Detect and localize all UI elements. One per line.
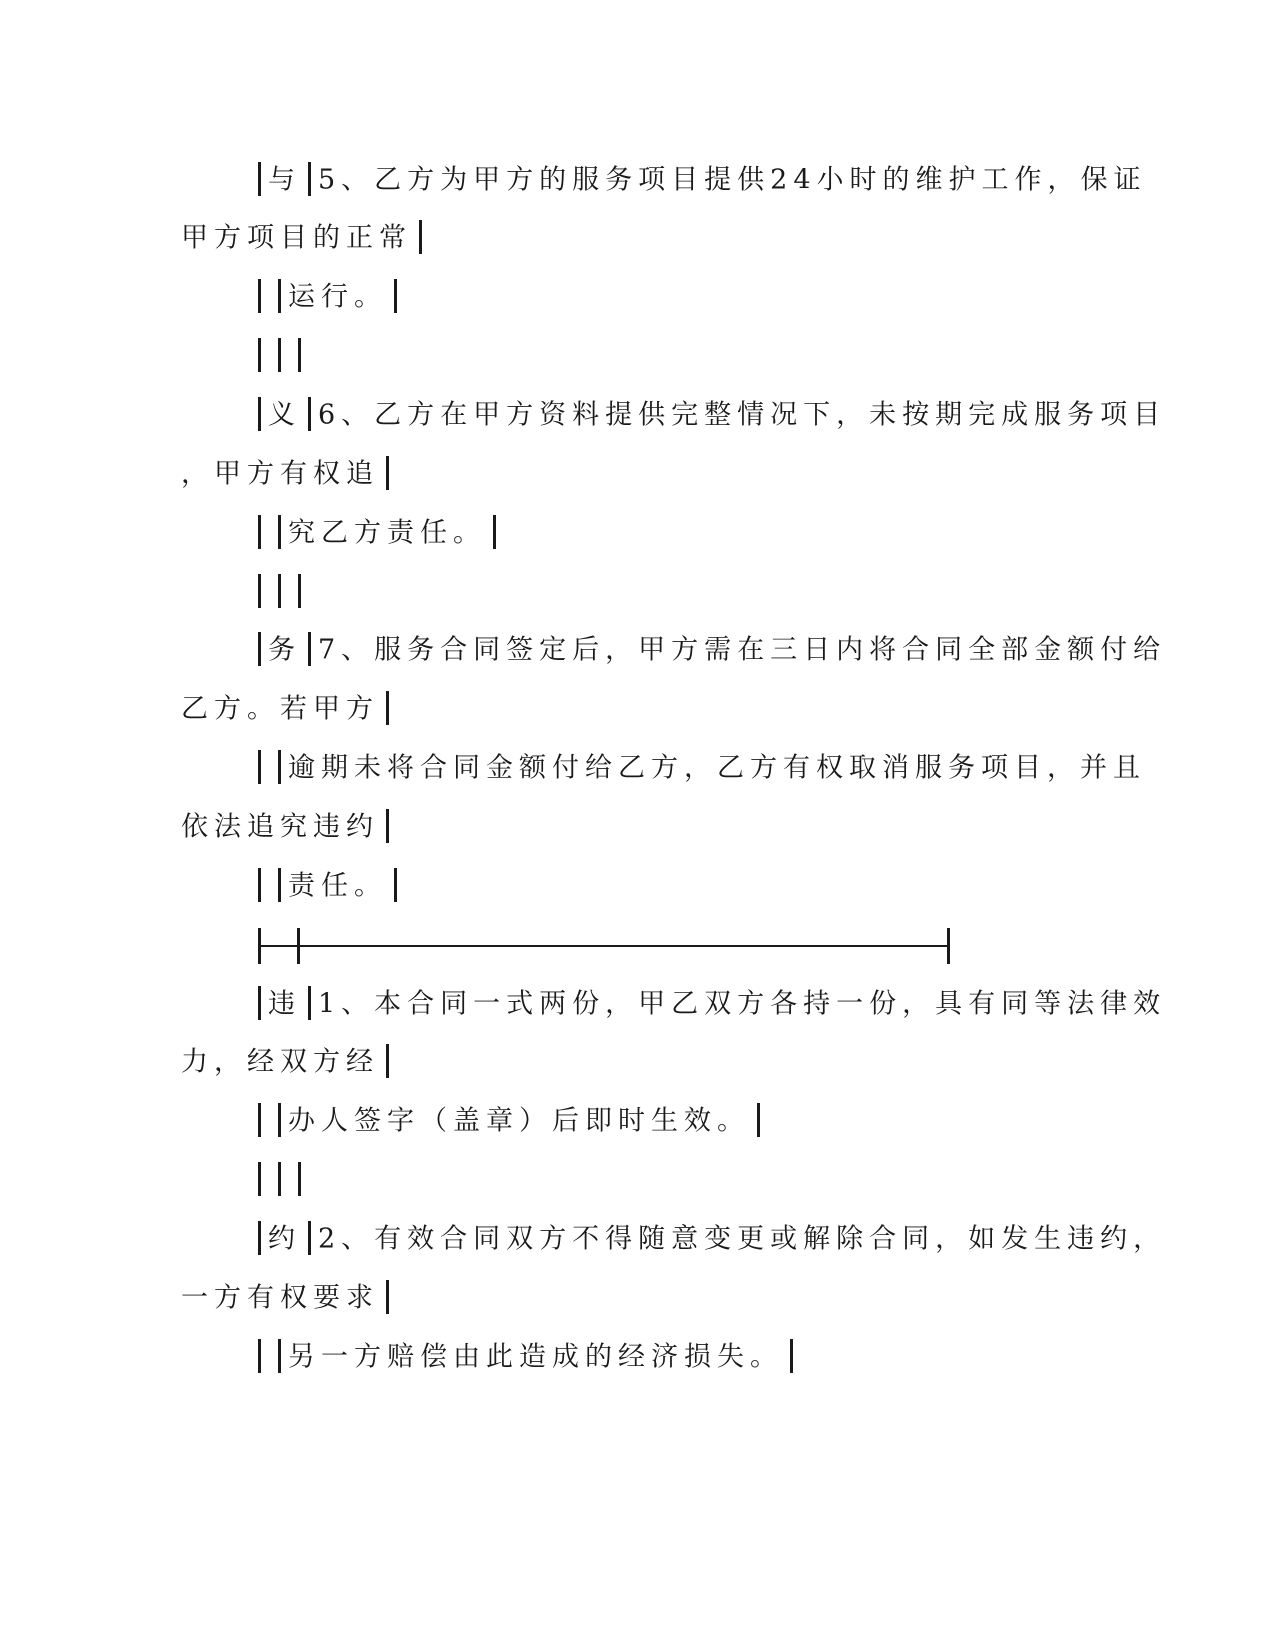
table-border (278, 338, 281, 372)
table-border (308, 632, 311, 666)
table-border (278, 750, 281, 784)
clause-text: 甲方项目的正常 (181, 222, 412, 254)
column-label: 务 (268, 634, 301, 666)
clause-text: ，甲方有权追 (181, 458, 379, 490)
table-border (308, 397, 311, 431)
table-border (258, 750, 261, 784)
table-row (181, 452, 396, 496)
table-row (181, 687, 396, 731)
table-border (790, 1339, 793, 1373)
column-label: 约 (268, 1223, 301, 1255)
table-border (258, 1103, 261, 1137)
table-border (258, 515, 261, 549)
table-row (181, 1276, 396, 1320)
table-border (258, 574, 261, 608)
table-border (386, 1280, 389, 1314)
table-row (181, 1040, 396, 1084)
table-border (278, 279, 281, 313)
column-label: 义 (268, 399, 301, 431)
table-row (258, 1217, 1166, 1261)
table-border (278, 515, 281, 549)
table-row (258, 334, 308, 378)
table-border (386, 809, 389, 843)
table-row (258, 275, 404, 319)
table-border (419, 220, 422, 254)
clause-text: 一方有权要求 (181, 1282, 379, 1314)
clause-text: 依法追究违约 (181, 811, 379, 843)
table-border (394, 279, 397, 313)
clause-text: 2、有效合同双方不得随意变更或解除合同，如发生违约， (318, 1223, 1167, 1255)
divider-tick (947, 928, 950, 964)
clause-text: 5、乙方为甲方的服务项目提供24小时的维护工作，保证 (318, 164, 1147, 196)
table-border (258, 1221, 261, 1255)
table-row (258, 511, 503, 555)
table-row (181, 216, 429, 260)
column-label: 违 (268, 988, 301, 1020)
table-border (308, 986, 311, 1020)
table-border (258, 162, 261, 196)
table-border (278, 868, 281, 902)
table-border (258, 986, 261, 1020)
table-row (258, 393, 1166, 437)
table-border (258, 1162, 261, 1196)
table-row (258, 746, 1146, 790)
table-border (258, 1339, 261, 1373)
table-row (258, 1099, 767, 1143)
table-border (308, 162, 311, 196)
table-border (308, 1221, 311, 1255)
clause-text: 办人签字（盖章）后即时生效。 (288, 1105, 750, 1137)
table-border (278, 1339, 281, 1373)
clause-text: 另一方赔偿由此造成的经济损失。 (288, 1341, 783, 1373)
clause-text: 运行。 (288, 281, 387, 313)
divider-tick (297, 928, 300, 964)
table-border (298, 1162, 301, 1196)
table-border (278, 1162, 281, 1196)
table-border (258, 279, 261, 313)
table-border (493, 515, 496, 549)
table-border (258, 868, 261, 902)
table-row (258, 1335, 800, 1379)
table-border (757, 1103, 760, 1137)
table-border (394, 868, 397, 902)
table-border (278, 1103, 281, 1137)
table-border (278, 574, 281, 608)
clause-text: 究乙方责任。 (288, 517, 486, 549)
table-border (258, 338, 261, 372)
table-row (258, 158, 1147, 202)
clause-text: 1、本合同一式两份，甲乙双方各持一份，具有同等法律效 (318, 988, 1167, 1020)
table-row (181, 805, 396, 849)
table-border (258, 632, 261, 666)
column-label: 与 (268, 164, 301, 196)
clause-text: 7、服务合同签定后，甲方需在三日内将合同全部金额付给 (318, 634, 1167, 666)
table-border (298, 574, 301, 608)
clause-text: 力，经双方经 (181, 1046, 379, 1078)
clause-text: 乙方。若甲方 (181, 693, 379, 725)
clause-text: 6、乙方在甲方资料提供完整情况下，未按期完成服务项目 (318, 399, 1167, 431)
table-border (386, 1044, 389, 1078)
table-row (258, 864, 404, 908)
divider-line (258, 945, 950, 947)
table-border (386, 691, 389, 725)
table-row (258, 982, 1166, 1026)
clause-text: 责任。 (288, 870, 387, 902)
table-row (258, 1158, 308, 1202)
clause-text: 逾期未将合同金额付给乙方，乙方有权取消服务项目，并且 (288, 752, 1146, 784)
divider-tick (258, 928, 261, 964)
table-border (386, 456, 389, 490)
table-row (258, 628, 1166, 672)
table-border (298, 338, 301, 372)
table-divider (258, 928, 950, 964)
table-border (258, 397, 261, 431)
table-row (258, 570, 308, 614)
